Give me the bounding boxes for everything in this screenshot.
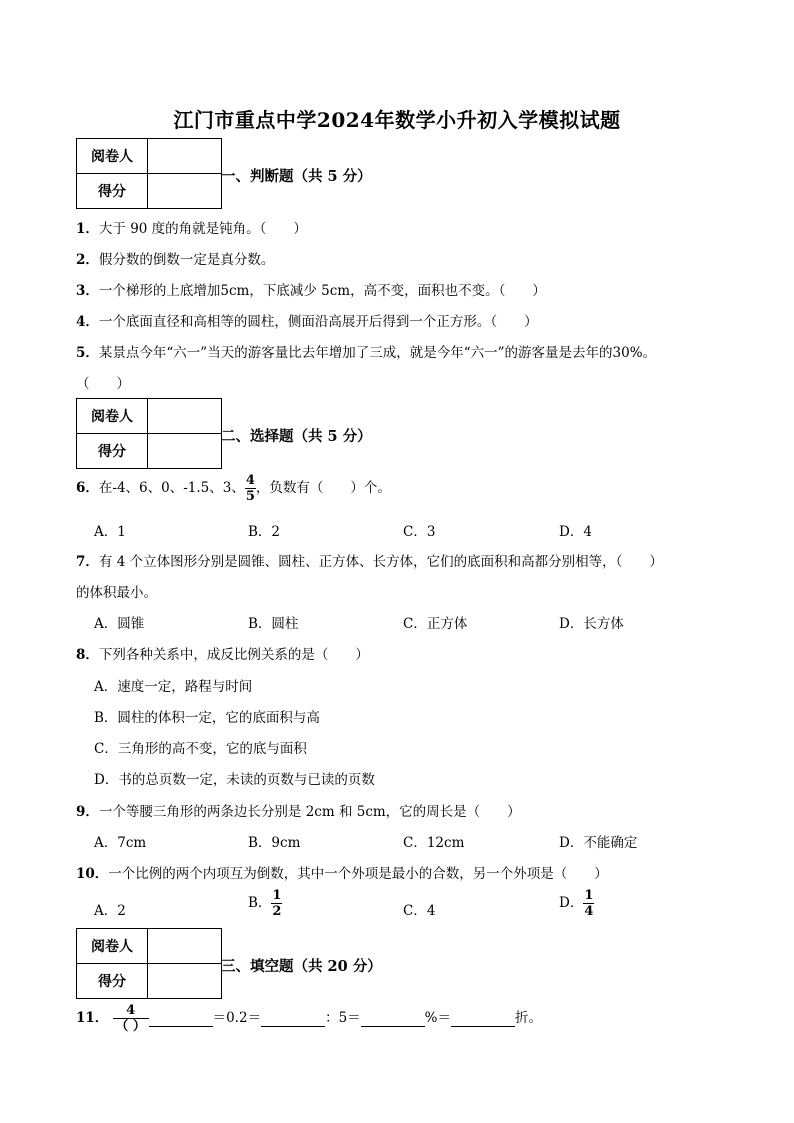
- q8-option-d[interactable]: D．书的总页数一定，未读的页数与已读的页数: [94, 772, 375, 788]
- q9-option-a[interactable]: A．7cm: [94, 835, 147, 851]
- q8-option-a[interactable]: A．速度一定，路程与时间: [94, 679, 253, 695]
- q10-option-c[interactable]: C．4: [403, 903, 436, 919]
- q10-option-d[interactable]: D． $\frac{1}{4}$: [559, 888, 594, 919]
- q8-option-b[interactable]: B．圆柱的体积一定，它的底面积与高: [94, 710, 320, 726]
- q6-option-a[interactable]: A．1: [94, 524, 126, 540]
- question-1: 1．大于 90 度的角就是钝角。（ ）: [76, 221, 307, 237]
- question-7-cont: 的体积最小。: [76, 585, 157, 601]
- q10-option-b[interactable]: B． $\frac{1}{2}$: [248, 888, 282, 919]
- question-9: 9．一个等腰三角形的两条边长分别是 2cm 和 5cm，它的周长是（ ）: [76, 804, 521, 820]
- answer-blank[interactable]: [149, 1010, 213, 1027]
- reviewer-label: 阅卷人: [77, 399, 148, 434]
- grade-box-3: [76, 928, 222, 999]
- question-2: 2．假分数的倒数一定是真分数。: [76, 252, 275, 268]
- q9-option-b[interactable]: B．9cm: [248, 835, 301, 851]
- answer-blank[interactable]: [361, 1010, 425, 1027]
- q7-option-c[interactable]: C．正方体: [403, 616, 468, 632]
- q9-option-c[interactable]: C．12cm: [403, 835, 465, 851]
- question-3: 3．一个梯形的上底增加5cm，下底减少 5cm，高不变，面积也不变。（ ）: [76, 283, 546, 299]
- reviewer-label: 阅卷人: [77, 139, 148, 174]
- answer-blank[interactable]: [261, 1010, 325, 1027]
- score-label: 得分: [77, 964, 148, 999]
- q8-option-c[interactable]: C．三角形的高不变，它的底与面积: [94, 741, 307, 757]
- fraction: $\frac{4}{5}$: [245, 473, 255, 504]
- q10-option-a[interactable]: A．2: [94, 903, 126, 919]
- question-8: 8．下列各种关系中，成反比例关系的是（ ）: [76, 647, 369, 663]
- question-6: 6．在-4、6、0、-1.5、3、 $\frac{4}{5}$ ，负数有（ ）个。: [76, 473, 391, 504]
- question-5: 5．某景点今年“六一”当天的游客量比去年增加了三成，就是今年“六一”的游客量是去年的30%。: [76, 345, 657, 361]
- score-cell[interactable]: [148, 964, 222, 999]
- section-heading-choice: 二、选择题（共 5 分）: [221, 428, 372, 445]
- q7-option-d[interactable]: D．长方体: [559, 616, 624, 632]
- question-7: 7．有 4 个立体图形分别是圆锥、圆柱、正方体、长方体，它们的底面积和高都分别相等，（ ）: [76, 554, 663, 570]
- reviewer-label: 阅卷人: [77, 929, 148, 964]
- q9-option-d[interactable]: D．不能确定: [559, 835, 638, 851]
- score-cell[interactable]: [148, 174, 222, 209]
- q7-option-a[interactable]: A．圆锥: [94, 616, 145, 632]
- score-label: 得分: [77, 434, 148, 469]
- question-4: 4．一个底面直径和高相等的圆柱，侧面沿高展开后得到一个正方形。（ ）: [76, 314, 538, 330]
- q6-option-b[interactable]: B．2: [248, 524, 281, 540]
- grade-box-1: [76, 138, 222, 209]
- q6-option-c[interactable]: C．3: [403, 524, 436, 540]
- page-title: 江门市重点中学2024年数学小升初入学模拟试题: [173, 108, 621, 132]
- fraction: $\frac{1}{2}$: [272, 888, 282, 919]
- question-10: 10．一个比例的两个内项互为倒数，其中一个外项是最小的合数，另一个外项是（ ）: [76, 866, 608, 882]
- q6-option-d[interactable]: D．4: [559, 524, 592, 540]
- fraction: $\frac{4}{( )}$: [113, 1004, 149, 1033]
- grade-box-2: [76, 398, 222, 469]
- question-5-answer: （ ）: [76, 376, 130, 392]
- section-heading-judgement: 一、判断题（共 5 分）: [221, 168, 372, 185]
- q7-option-b[interactable]: B．圆柱: [248, 616, 299, 632]
- answer-blank[interactable]: [451, 1010, 515, 1027]
- question-11: 11． $\frac{4}{( )}$ ＝0.2＝ ：5＝ %＝ 折。: [76, 1003, 542, 1034]
- reviewer-cell[interactable]: [148, 399, 222, 434]
- section-heading-fill: 三、填空题（共 20 分）: [221, 958, 382, 975]
- fraction: $\frac{1}{4}$: [584, 888, 594, 919]
- score-label: 得分: [77, 174, 148, 209]
- reviewer-cell[interactable]: [148, 929, 222, 964]
- score-cell[interactable]: [148, 434, 222, 469]
- reviewer-cell[interactable]: [148, 139, 222, 174]
